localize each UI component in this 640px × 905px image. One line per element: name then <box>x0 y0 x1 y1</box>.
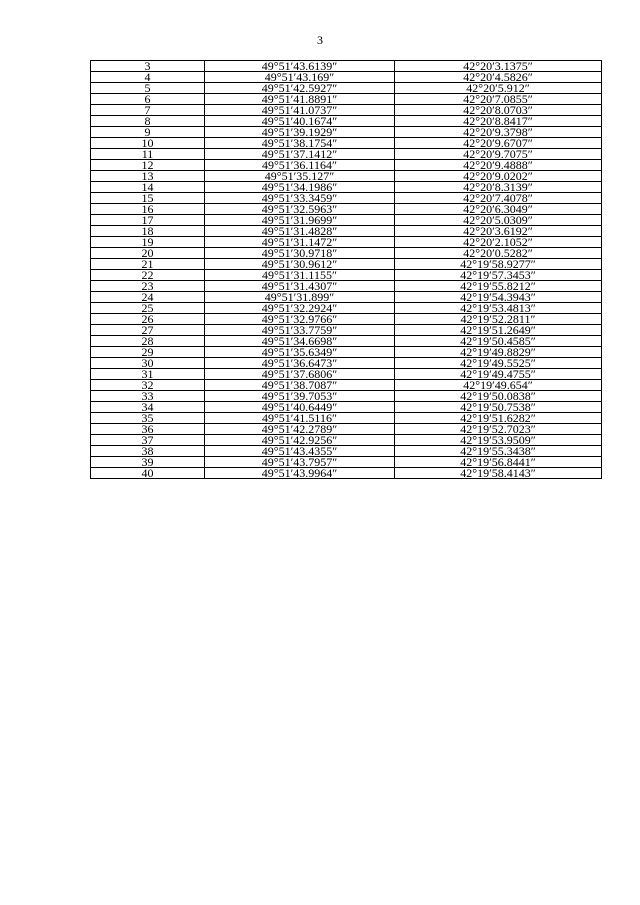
point-number-cell: 3 <box>91 61 205 72</box>
longitude-cell: 42°20′2.1052″ <box>395 237 602 248</box>
longitude-cell: 42°19′50.0838″ <box>395 391 602 402</box>
longitude-cell: 42°19′56.8441″ <box>395 457 602 468</box>
point-number-cell: 19 <box>91 237 205 248</box>
table-row <box>91 369 602 380</box>
latitude-cell: 49°51′40.1674″ <box>205 116 395 127</box>
table-row <box>91 468 602 479</box>
point-number-cell: 25 <box>91 303 205 314</box>
table-row <box>91 83 602 94</box>
table-row <box>91 457 602 468</box>
point-number-cell: 11 <box>91 149 205 160</box>
longitude-cell: 42°20′8.8417″ <box>395 116 602 127</box>
point-number-cell: 33 <box>91 391 205 402</box>
latitude-cell: 49°51′41.5116″ <box>205 413 395 424</box>
point-number-cell: 9 <box>91 127 205 138</box>
longitude-cell: 42°19′54.3943″ <box>395 292 602 303</box>
longitude-cell: 42°20′9.4888″ <box>395 160 602 171</box>
latitude-cell: 49°51′33.7759″ <box>205 325 395 336</box>
longitude-cell: 42°20′6.3049″ <box>395 204 602 215</box>
point-number-cell: 38 <box>91 446 205 457</box>
latitude-cell: 49°51′43.9964″ <box>205 468 395 479</box>
latitude-cell: 49°51′31.899″ <box>205 292 395 303</box>
longitude-cell: 42°19′50.4585″ <box>395 336 602 347</box>
longitude-cell: 42°20′9.3798″ <box>395 127 602 138</box>
longitude-cell: 42°19′57.3453″ <box>395 270 602 281</box>
table-row <box>91 325 602 336</box>
longitude-cell: 42°19′55.8212″ <box>395 281 602 292</box>
longitude-cell: 42°19′49.654″ <box>395 380 602 391</box>
table-row <box>91 435 602 446</box>
latitude-cell: 49°51′32.5963″ <box>205 204 395 215</box>
point-number-cell: 27 <box>91 325 205 336</box>
table-row <box>91 281 602 292</box>
table-row <box>91 259 602 270</box>
point-number-cell: 8 <box>91 116 205 127</box>
latitude-cell: 49°51′38.1754″ <box>205 138 395 149</box>
longitude-cell: 42°19′52.7023″ <box>395 424 602 435</box>
latitude-cell: 49°51′39.7053″ <box>205 391 395 402</box>
point-number-cell: 22 <box>91 270 205 281</box>
table-row <box>91 336 602 347</box>
latitude-cell: 49°51′43.7957″ <box>205 457 395 468</box>
latitude-cell: 49°51′32.9766″ <box>205 314 395 325</box>
longitude-cell: 42°20′5.912″ <box>395 83 602 94</box>
longitude-cell: 42°19′51.2649″ <box>395 325 602 336</box>
latitude-cell: 49°51′31.4828″ <box>205 226 395 237</box>
table-row <box>91 204 602 215</box>
latitude-cell: 49°51′43.6139″ <box>205 61 395 72</box>
table-row <box>91 314 602 325</box>
point-number-cell: 23 <box>91 281 205 292</box>
point-number-cell: 24 <box>91 292 205 303</box>
longitude-cell: 42°20′5.0309″ <box>395 215 602 226</box>
latitude-cell: 49°51′31.1155″ <box>205 270 395 281</box>
point-number-cell: 35 <box>91 413 205 424</box>
point-number-cell: 10 <box>91 138 205 149</box>
table-row <box>91 226 602 237</box>
latitude-cell: 49°51′43.4355″ <box>205 446 395 457</box>
latitude-cell: 49°51′34.1986″ <box>205 182 395 193</box>
table-row <box>91 292 602 303</box>
table-row <box>91 193 602 204</box>
longitude-cell: 42°20′3.1375″ <box>395 61 602 72</box>
longitude-cell: 42°20′8.3139″ <box>395 182 602 193</box>
latitude-cell: 49°51′32.2924″ <box>205 303 395 314</box>
point-number-cell: 37 <box>91 435 205 446</box>
latitude-cell: 49°51′30.9718″ <box>205 248 395 259</box>
longitude-cell: 42°19′55.3438″ <box>395 446 602 457</box>
longitude-cell: 42°19′49.5525″ <box>395 358 602 369</box>
table-row <box>91 215 602 226</box>
point-number-cell: 14 <box>91 182 205 193</box>
latitude-cell: 49°51′37.1412″ <box>205 149 395 160</box>
longitude-cell: 42°19′49.8829″ <box>395 347 602 358</box>
point-number-cell: 5 <box>91 83 205 94</box>
table-row <box>91 402 602 413</box>
point-number-cell: 20 <box>91 248 205 259</box>
latitude-cell: 49°51′31.1472″ <box>205 237 395 248</box>
table-row <box>91 248 602 259</box>
table-row <box>91 270 602 281</box>
latitude-cell: 49°51′31.4307″ <box>205 281 395 292</box>
latitude-cell: 49°51′30.9612″ <box>205 259 395 270</box>
point-number-cell: 40 <box>91 468 205 479</box>
latitude-cell: 49°51′39.1929″ <box>205 127 395 138</box>
point-number-cell: 31 <box>91 369 205 380</box>
table-row <box>91 347 602 358</box>
table-row <box>91 424 602 435</box>
table-row <box>91 127 602 138</box>
page-number: 3 <box>317 33 323 47</box>
point-number-cell: 30 <box>91 358 205 369</box>
longitude-cell: 42°20′7.0855″ <box>395 94 602 105</box>
point-number-cell: 39 <box>91 457 205 468</box>
longitude-cell: 42°20′9.6707″ <box>395 138 602 149</box>
latitude-cell: 49°51′40.6449″ <box>205 402 395 413</box>
point-number-cell: 34 <box>91 402 205 413</box>
longitude-cell: 42°19′50.7538″ <box>395 402 602 413</box>
point-number-cell: 15 <box>91 193 205 204</box>
table-row <box>91 391 602 402</box>
point-number-cell: 29 <box>91 347 205 358</box>
table-row <box>91 116 602 127</box>
point-number-cell: 28 <box>91 336 205 347</box>
longitude-cell: 42°20′9.0202″ <box>395 171 602 182</box>
table-row <box>91 237 602 248</box>
table-row <box>91 446 602 457</box>
point-number-cell: 36 <box>91 424 205 435</box>
coordinates-table-body <box>91 61 602 479</box>
table-row <box>91 61 602 72</box>
latitude-cell: 49°51′41.8891″ <box>205 94 395 105</box>
point-number-cell: 26 <box>91 314 205 325</box>
latitude-cell: 49°51′38.7087″ <box>205 380 395 391</box>
table-row <box>91 380 602 391</box>
point-number-cell: 4 <box>91 72 205 83</box>
latitude-cell: 49°51′35.6349″ <box>205 347 395 358</box>
longitude-cell: 42°20′3.6192″ <box>395 226 602 237</box>
point-number-cell: 17 <box>91 215 205 226</box>
longitude-cell: 42°19′53.9509″ <box>395 435 602 446</box>
table-row <box>91 303 602 314</box>
point-number-cell: 13 <box>91 171 205 182</box>
longitude-cell: 42°19′58.4143″ <box>395 468 602 479</box>
latitude-cell: 49°51′31.9699″ <box>205 215 395 226</box>
longitude-cell: 42°19′49.4755″ <box>395 369 602 380</box>
point-number-cell: 12 <box>91 160 205 171</box>
longitude-cell: 42°20′9.7075″ <box>395 149 602 160</box>
coordinates-table <box>90 60 602 479</box>
latitude-cell: 49°51′37.6806″ <box>205 369 395 380</box>
point-number-cell: 6 <box>91 94 205 105</box>
latitude-cell: 49°51′34.6698″ <box>205 336 395 347</box>
longitude-cell: 42°19′53.4813″ <box>395 303 602 314</box>
table-row <box>91 94 602 105</box>
table-row <box>91 149 602 160</box>
latitude-cell: 49°51′35.127″ <box>205 171 395 182</box>
longitude-cell: 42°20′4.5826″ <box>395 72 602 83</box>
longitude-cell: 42°20′8.0703″ <box>395 105 602 116</box>
longitude-cell: 42°19′52.2811″ <box>395 314 602 325</box>
latitude-cell: 49°51′42.9256″ <box>205 435 395 446</box>
point-number-cell: 21 <box>91 259 205 270</box>
table-row <box>91 358 602 369</box>
table-row <box>91 105 602 116</box>
longitude-cell: 42°20′7.4078″ <box>395 193 602 204</box>
table-row <box>91 413 602 424</box>
latitude-cell: 49°51′42.2789″ <box>205 424 395 435</box>
point-number-cell: 18 <box>91 226 205 237</box>
table-row <box>91 138 602 149</box>
latitude-cell: 49°51′36.6473″ <box>205 358 395 369</box>
latitude-cell: 49°51′43.169″ <box>205 72 395 83</box>
point-number-cell: 7 <box>91 105 205 116</box>
table-row <box>91 171 602 182</box>
latitude-cell: 49°51′36.1164″ <box>205 160 395 171</box>
latitude-cell: 49°51′41.0737″ <box>205 105 395 116</box>
latitude-cell: 49°51′33.3459″ <box>205 193 395 204</box>
table-row <box>91 182 602 193</box>
longitude-cell: 42°19′58.9277″ <box>395 259 602 270</box>
longitude-cell: 42°20′0.5282″ <box>395 248 602 259</box>
table-row <box>91 72 602 83</box>
table-row <box>91 160 602 171</box>
point-number-cell: 32 <box>91 380 205 391</box>
longitude-cell: 42°19′51.6282″ <box>395 413 602 424</box>
latitude-cell: 49°51′42.5927″ <box>205 83 395 94</box>
point-number-cell: 16 <box>91 204 205 215</box>
